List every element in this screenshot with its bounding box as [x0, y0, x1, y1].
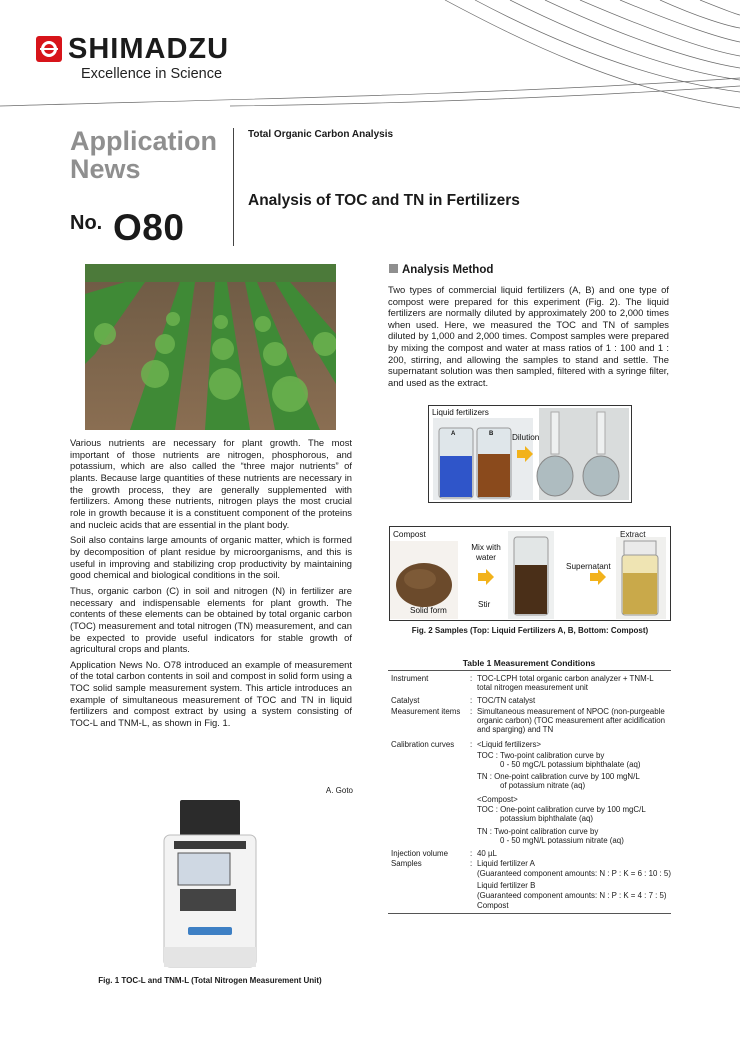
calib-compost-tn: TN : Two-point calibration curve by — [477, 827, 599, 836]
row-label-samples: Samples — [391, 859, 422, 868]
sample-b: Liquid fertilizer B — [477, 881, 536, 890]
sample-b-detail: (Guaranteed component amounts: N : P : K = 4 : 7 : 5) — [477, 891, 667, 900]
section-heading — [389, 264, 493, 276]
calib-liquid-tn-detail: of potassium nitrate (aq) — [500, 781, 586, 790]
row-colon: : — [470, 707, 473, 716]
calib-liquid-tn: TN : One-point calibration curve by 100 mgN/L — [477, 772, 640, 781]
intro-text — [70, 437, 352, 733]
row-colon: : — [470, 859, 473, 868]
table-title: Table 1 Measurement Conditions — [462, 658, 596, 668]
mix-with-water-label: Mix with water — [471, 543, 501, 562]
row-value-injection: 40 µL — [477, 849, 497, 858]
bottle-a-label: A — [451, 431, 456, 437]
series-title-line2: News — [70, 154, 141, 184]
intro-paragraph: Various nutrients are necessary for plant growth. The most important of those nutrients are nitrogen, phosphorous, and potassium, which are also called the “three major nutrients” of plants. Because large quantities of these nutrients are necessary in the growth process, they are generally supplemented with fertilizers. Among these nutrients, nitrogen plays the most crucial role in growth because it is a constituent component of the proteins and nucleic acids that are essential in the plant body. — [70, 437, 352, 530]
method-text: Two types of commercial liquid fertilizers (A, B) and one type of compost were prepared for this experiment (Fig. 2). The liquid fertilizers are normally diluted by approximately 200 to 2,000 times when used. Here, we measured the TOC and TN of samples diluted by 1,000 and 2,000 times. Compost samples were prepared by mixing the compost and water at mass ratios of 1 : 100 and 1 : 200, stirring, and allowing the samples to stand and settle. The supernatant solution was then sampled, filtered with a syringe filter, and used as the extract. — [388, 284, 669, 388]
intro-paragraph: Thus, organic carbon (C) in soil and nitrogen (N) in fertilizer are necessary and indispensable elements for plant growth. The contents of these elements can be obtained by total organic carbon (TOC) measurement and total nitrogen (TN) measurement, and can be expected to provide useful indicators for stable growth of agricultural crops and plants. — [70, 584, 352, 655]
liquid-fertilizers-label: Liquid fertilizers — [432, 408, 489, 417]
fig2-caption: Fig. 2 Samples (Top: Liquid Fertilizers A, B, Bottom: Compost) — [411, 626, 649, 635]
calib-compost-tn-detail: 0 - 50 mgN/L potassium nitrate (aq) — [500, 836, 624, 845]
table-rule — [388, 670, 671, 671]
series-title-line1: Application — [70, 126, 217, 156]
row-colon: : — [470, 696, 473, 705]
title-divider — [233, 128, 234, 246]
extract-label: Extract — [620, 530, 646, 539]
row-label-catalyst: Catalyst — [391, 696, 420, 705]
brand-name: SHIMADZU — [68, 33, 230, 65]
stir-label: Stir — [478, 600, 491, 609]
calib-compost-toc-detail: potassium biphthalate (aq) — [500, 814, 593, 823]
page-title: Analysis of TOC and TN in Fertilizers — [248, 192, 520, 209]
fig2-compost — [389, 526, 671, 621]
calib-liquid-toc-detail: 0 - 50 mgC/L potassium biphthalate (aq) — [500, 760, 641, 769]
row-label-measurement-items: Measurement items — [391, 707, 461, 716]
table-rule — [388, 913, 671, 914]
calib-liquid-toc: TOC : Two-point calibration curve by — [477, 751, 605, 760]
row-label-instrument: Instrument — [391, 674, 429, 683]
calib-compost-header: <Compost> — [477, 795, 518, 804]
supernatant-label: Supernatant — [566, 562, 611, 571]
issue-number-label: No. — [70, 212, 103, 234]
calib-compost-toc: TOC : One-point calibration curve by 100 mgC/L — [477, 805, 646, 814]
crop-field-photo — [85, 264, 336, 430]
shimadzu-logo-icon — [36, 36, 62, 62]
intro-paragraph: Soil also contains large amounts of organic matter, which is formed by decomposition of plant residue by microorganisms, and this is useful in improving and stabilizing crop productivity by maintaining good chemical and biological conditions in the soil. — [70, 534, 352, 581]
bottle-b-label: B — [489, 431, 494, 437]
fig2-liquid-fertilizers — [428, 405, 632, 503]
section-heading-text: Analysis Method — [402, 264, 494, 276]
sample-a-detail: (Guaranteed component amounts: N : P : K = 6 : 10 : 5) — [477, 869, 671, 878]
row-label-calibration: Calibration curves — [391, 740, 455, 749]
sample-c: Compost — [477, 901, 509, 910]
compost-label: Compost — [393, 530, 426, 539]
sample-a: Liquid fertilizer A — [477, 859, 535, 868]
calib-liquid-header: <Liquid fertilizers> — [477, 740, 542, 749]
toc-l-instrument-photo — [160, 797, 260, 969]
row-colon: : — [470, 849, 473, 858]
solid-form-label: Solid form — [410, 606, 447, 615]
heading-square-icon — [389, 264, 398, 273]
category-label: Total Organic Carbon Analysis — [248, 129, 394, 140]
dilution-label: Dilution — [512, 433, 540, 442]
brand-tagline: Excellence in Science — [81, 66, 223, 82]
liquid-fertilizer-photo — [429, 406, 631, 502]
row-value-catalyst: TOC/TN catalyst — [477, 696, 536, 705]
row-colon: : — [470, 740, 473, 749]
row-value-measurement-items: Simultaneous measurement of NPOC (non-purgeable organic carbon) (TOC measurement after acidification and sparging) and TN — [477, 707, 665, 735]
series-title — [70, 127, 217, 183]
row-value-instrument: TOC-LCPH total organic carbon analyzer + TNM-L total nitrogen measurement unit — [477, 674, 654, 693]
row-colon: : — [470, 674, 473, 683]
row-label-injection: Injection volume — [391, 849, 449, 858]
intro-paragraph: Application News No. O78 introduced an example of measurement of the total carbon contents in soil and compost in solid form using a TOC solid sample measurement system. This article introduces an example of simultaneous measurement of TOC and TN in liquid fertilizers and compost extract by using a system consisting of TOC-L and TNM-L, as shown in Fig. 1. — [70, 658, 352, 729]
issue-number: O80 — [113, 207, 185, 248]
author: A. Goto — [325, 786, 353, 795]
fig1-caption: Fig. 1 TOC-L and TNM-L (Total Nitrogen Measurement Unit) — [98, 976, 322, 985]
